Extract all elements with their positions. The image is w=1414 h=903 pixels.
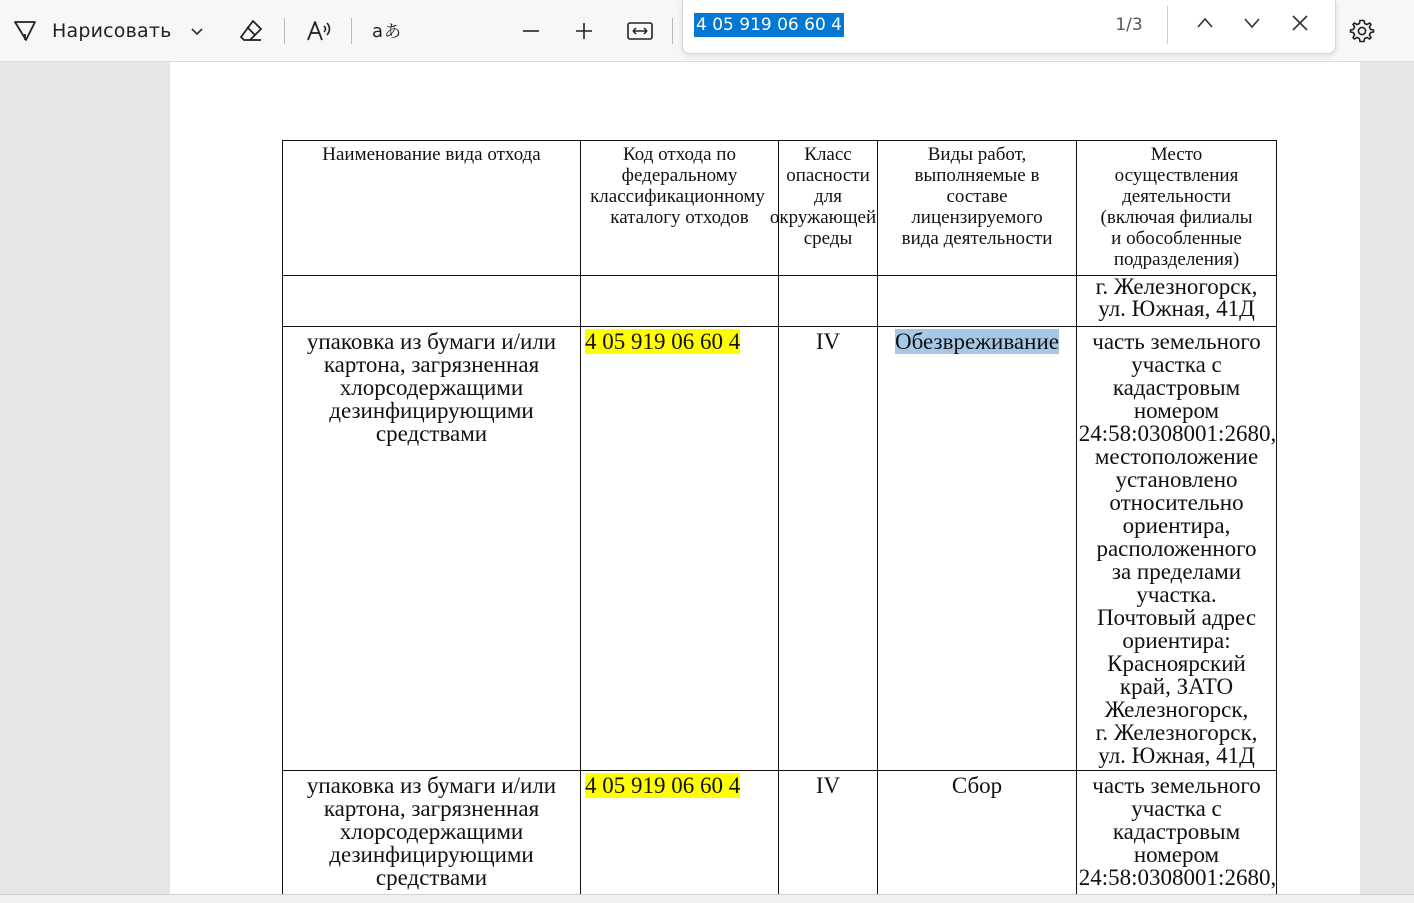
selection-highlight: Обезвреживание <box>895 329 1059 354</box>
cell-location: г. Железногорск, ул. Южная, 41Д <box>1077 276 1277 327</box>
chevron-down-icon <box>189 23 205 39</box>
waste-table <box>282 140 1277 901</box>
find-match-count: 1/3 <box>1115 15 1143 35</box>
settings-icon <box>1349 18 1375 44</box>
zoom-out-button[interactable] <box>510 11 552 51</box>
search-match-highlight: 4 05 919 06 60 4 <box>585 773 741 798</box>
cell-empty <box>878 276 1077 327</box>
draw-icon <box>12 18 38 44</box>
svg-text:あ: あ <box>384 22 401 42</box>
find-query-selected[interactable]: 4 05 919 06 60 4 <box>696 15 842 35</box>
cell-work-type: Сбор <box>878 771 1077 901</box>
toolbar-separator <box>284 18 285 44</box>
find-next-button[interactable] <box>1232 7 1272 43</box>
svg-text:a: a <box>372 21 384 42</box>
draw-options-dropdown[interactable] <box>180 11 214 51</box>
zoom-in-button[interactable] <box>563 11 605 51</box>
cell-empty <box>283 276 581 327</box>
header-waste-name: Наименование вида отхода <box>283 141 581 276</box>
find-separator <box>1167 6 1168 44</box>
header-waste-code: Код отхода по федеральному классификационному каталогу отходов <box>581 141 779 276</box>
read-aloud-icon <box>305 18 333 44</box>
search-match-highlight: 4 05 919 06 60 4 <box>585 329 741 354</box>
cell-empty <box>779 276 878 327</box>
draw-button[interactable] <box>6 11 192 51</box>
read-aloud-button[interactable] <box>298 11 340 51</box>
cell-hazard-class: IV <box>779 327 878 771</box>
translate-button[interactable] <box>364 11 408 51</box>
chevron-down-icon <box>1242 13 1262 37</box>
header-work-types: Виды работ, выполняемые в составе лицензируемого вида деятельности <box>878 141 1077 276</box>
cell-waste-code <box>581 771 779 901</box>
zoom-in-icon <box>574 21 594 41</box>
zoom-out-icon <box>521 21 541 41</box>
header-location: Место осуществления деятельности (включая филиалы и обособленные подразделения) <box>1077 141 1277 276</box>
header-hazard-class: Класс опасности для окружающей среды <box>779 141 878 276</box>
cell-waste-name: упаковка из бумаги и/или картона, загрязненная хлорсодержащими дезинфицирующими средствами <box>283 771 581 901</box>
cell-empty <box>581 276 779 327</box>
cell-waste-name: упаковка из бумаги и/или картона, загрязненная хлорсодержащими дезинфицирующими средствами <box>283 327 581 771</box>
draw-label: Нарисовать <box>52 20 172 42</box>
chevron-up-icon <box>1195 13 1215 37</box>
cell-location: часть земельного участка с кадастровым номером 24:58:0308001:2680, местоположение установлено относительно ориентира, расположенного за пределами участка. Почтовый адрес ориентира: Красноярский край, ЗАТО Железногорск, г. Железногорск, ул. Южная, 41Д <box>1077 327 1277 771</box>
toolbar-separator <box>672 18 673 44</box>
eraser-icon <box>238 18 264 44</box>
toolbar-separator <box>351 18 352 44</box>
pdf-page <box>170 62 1360 894</box>
fit-page-button[interactable] <box>618 11 662 51</box>
cell-location: часть земельного участка с кадастровым номером 24:58:0308001:2680, <box>1077 771 1277 901</box>
fit-page-icon <box>626 20 654 42</box>
cell-work-type <box>878 327 1077 771</box>
close-icon <box>1290 13 1310 37</box>
table-row <box>283 771 1277 901</box>
table-row <box>283 276 1277 327</box>
table-row <box>283 327 1277 771</box>
find-bar <box>682 0 1336 54</box>
cell-hazard-class: IV <box>779 771 878 901</box>
settings-button[interactable] <box>1342 11 1382 51</box>
cell-waste-code <box>581 327 779 771</box>
table-header-row <box>283 141 1277 276</box>
translate-icon <box>370 18 402 44</box>
eraser-button[interactable] <box>230 11 272 51</box>
find-previous-button[interactable] <box>1185 7 1225 43</box>
find-close-button[interactable] <box>1280 7 1320 43</box>
